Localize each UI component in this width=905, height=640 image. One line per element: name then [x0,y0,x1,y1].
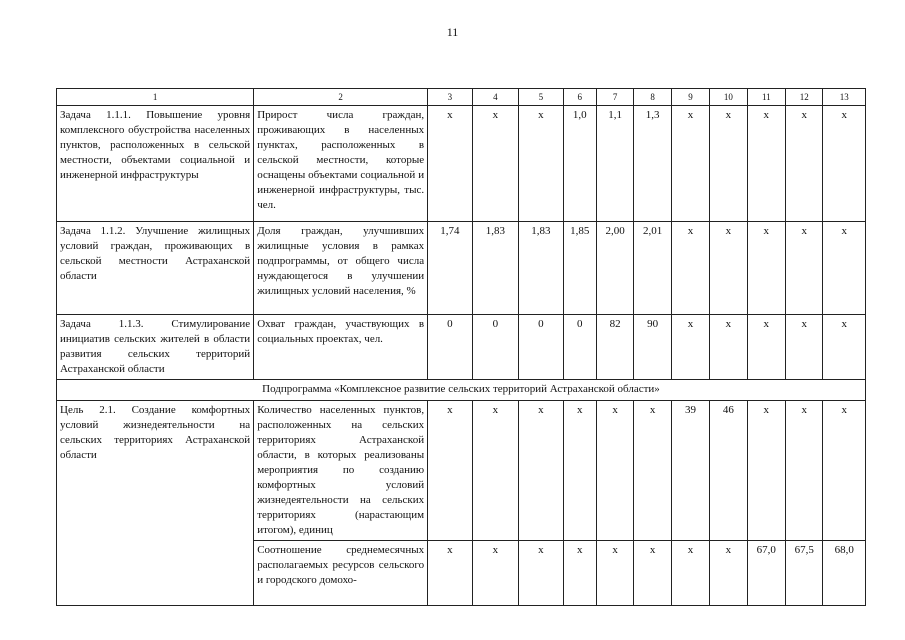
value-cell: х [472,401,519,541]
value-cell: х [671,106,709,222]
indicator-cell: Прирост числа граждан, проживающих в населенных пунктах, расположенных в сельской местности, которые оснащены объектами социальной и инженерной инфраструктуры, тыс. чел. [254,106,428,222]
value-cell: х [472,106,519,222]
indicator-cell: Соотношение среднемесячных располагаемых ресурсов сельского и городского домохо- [254,541,428,606]
goal-cell: Цель 2.1. Создание комфортных условий жизнедеятельности на сельских территориях Астраханской области [57,401,254,606]
value-cell: 82 [596,315,633,380]
value-cell: х [710,541,747,606]
value-cell: 1,74 [428,222,472,315]
header-cell: 6 [563,89,596,106]
value-cell: х [710,106,747,222]
header-cell: 5 [519,89,563,106]
value-cell: 67,0 [747,541,785,606]
value-cell: х [786,401,823,541]
header-cell: 8 [634,89,671,106]
value-cell: 2,01 [634,222,671,315]
value-cell: 1,83 [472,222,519,315]
header-cell: 2 [254,89,428,106]
value-cell: 67,5 [786,541,823,606]
value-cell: 39 [671,401,709,541]
page-number: 11 [446,25,459,39]
subprogram-title: Подпрограмма «Комплексное развитие сельских территорий Астраханской области» [57,380,866,401]
value-cell: х [786,315,823,380]
value-cell: х [710,315,747,380]
table-row [57,401,866,541]
value-cell: х [519,106,563,222]
value-cell: х [671,222,709,315]
value-cell: х [428,106,472,222]
header-row [57,89,866,106]
value-cell: х [747,222,785,315]
table-row [57,222,866,315]
indicators-table [56,88,866,606]
value-cell: х [823,315,866,380]
value-cell: 0 [519,315,563,380]
value-cell: х [596,401,633,541]
value-cell: х [563,541,596,606]
value-cell: 1,1 [596,106,633,222]
indicator-cell: Охват граждан, участвующих в социальных проектах, чел. [254,315,428,380]
value-cell: 90 [634,315,671,380]
task-cell: Задача 1.1.3. Стимулирование инициатив сельских жителей в области развития сельских территорий Астраханской области [57,315,254,380]
value-cell: 0 [428,315,472,380]
value-cell: 1,83 [519,222,563,315]
header-cell: 12 [786,89,823,106]
task-cell: Задача 1.1.2. Улучшение жилищных условий граждан, проживающих в сельской местности Астраханской области [57,222,254,315]
table-row [57,106,866,222]
value-cell: х [563,401,596,541]
value-cell: х [823,401,866,541]
header-cell: 13 [823,89,866,106]
header-cell: 11 [747,89,785,106]
value-cell: х [596,541,633,606]
indicator-cell: Доля граждан, улучшивших жилищные условия в рамках подпрограммы, от общего числа нуждающегося в улучшении жилищных условий населения, % [254,222,428,315]
value-cell: 68,0 [823,541,866,606]
value-cell: х [823,222,866,315]
value-cell: х [519,401,563,541]
value-cell: 0 [472,315,519,380]
value-cell: х [786,222,823,315]
value-cell: 46 [710,401,747,541]
value-cell: 2,00 [596,222,633,315]
value-cell: х [671,315,709,380]
header-cell: 3 [428,89,472,106]
value-cell: 0 [563,315,596,380]
value-cell: х [634,401,671,541]
header-cell: 7 [596,89,633,106]
header-cell: 10 [710,89,747,106]
task-cell: Задача 1.1.1. Повышение уровня комплексного обустройства населенных пунктов, расположенных в сельской местности, объектами социальной и инженерной инфраструктуры [57,106,254,222]
value-cell: 1,3 [634,106,671,222]
value-cell: х [786,106,823,222]
value-cell: х [671,541,709,606]
value-cell: х [710,222,747,315]
value-cell: х [747,401,785,541]
header-cell: 4 [472,89,519,106]
value-cell: х [428,401,472,541]
value-cell: 1,85 [563,222,596,315]
value-cell: х [747,315,785,380]
value-cell: х [519,541,563,606]
value-cell: х [428,541,472,606]
section-row [57,380,866,401]
value-cell: х [472,541,519,606]
value-cell: х [747,106,785,222]
indicator-cell: Количество населенных пунктов, расположенных на сельских территориях Астраханской области, в которых реализованы мероприятия по созданию комфортных условий жизнедеятельности на сельских территориях (нарастающим итогом), единиц [254,401,428,541]
header-cell: 1 [57,89,254,106]
table-row [57,315,866,380]
header-cell: 9 [671,89,709,106]
value-cell: х [634,541,671,606]
value-cell: 1,0 [563,106,596,222]
value-cell: х [823,106,866,222]
